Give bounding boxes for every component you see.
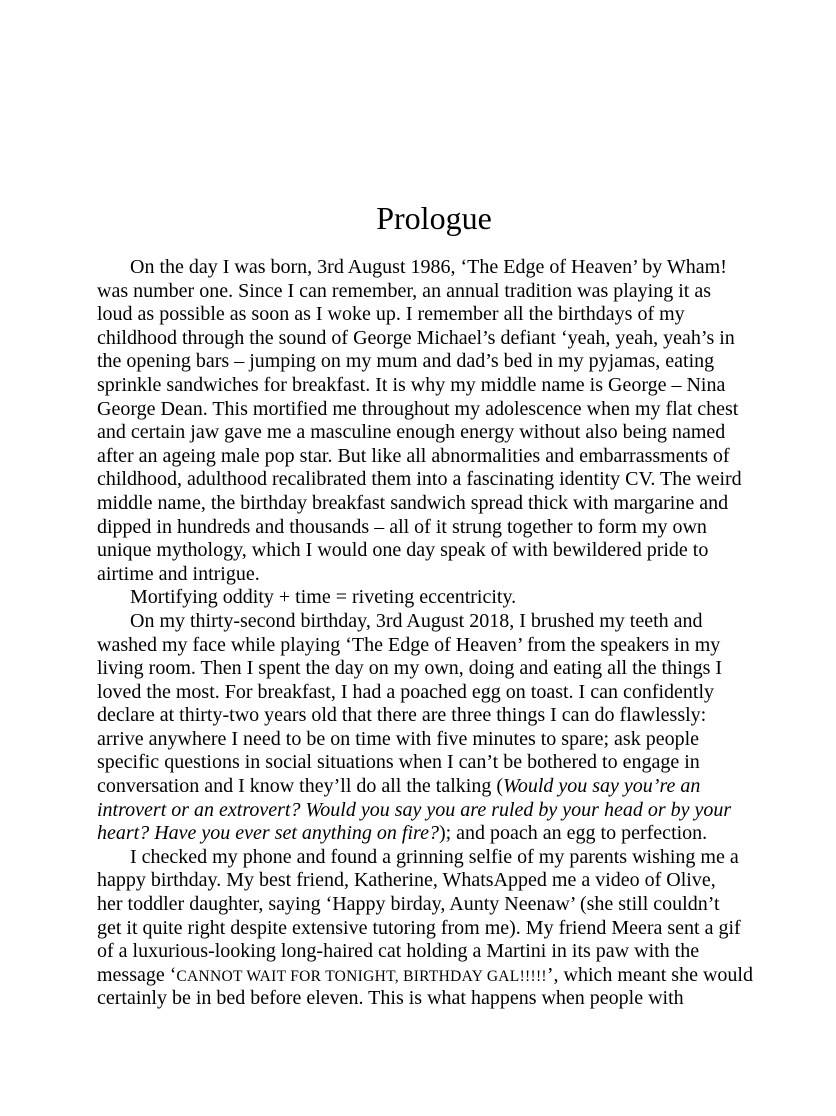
- text-segment: specific questions in social situations when I can’t be bothered to engage in: [97, 751, 700, 774]
- text-line: [97, 327, 836, 351]
- text-line: [97, 280, 836, 304]
- text-segment: get it quite right despite extensive tutoring from me). My friend Meera sent a gif: [97, 916, 741, 939]
- text-segment: childhood, adulthood recalibrated them into a fascinating identity CV. The weird: [97, 468, 742, 491]
- text-segment: CANNOT WAIT FOR TONIGHT, BIRTHDAY GAL!!!!!: [176, 967, 547, 985]
- text-line: [97, 987, 836, 1011]
- text-line: [97, 421, 836, 445]
- text-segment: her toddler daughter, saying ‘Happy birday, Aunty Neenaw’ (she still couldn’t: [97, 893, 720, 916]
- text-segment: and certain jaw gave me a masculine enough energy without also being named: [97, 421, 726, 444]
- text-segment: conversation and I know they’ll do all the talking (: [97, 775, 504, 798]
- text-line: [97, 893, 836, 917]
- text-segment: On the day I was born, 3rd August 1986, ‘The Edge of Heaven’ by Wham!: [130, 256, 727, 278]
- text-line: [97, 563, 836, 587]
- text-line: [97, 704, 836, 728]
- page-text: [97, 256, 836, 1011]
- text-segment: ’, which meant she would: [546, 963, 753, 986]
- text-line: [97, 256, 836, 280]
- text-line: [97, 303, 836, 327]
- text-segment: On my thirty-second birthday, 3rd August 2018, I brushed my teeth and: [130, 609, 703, 632]
- text-line: [97, 492, 836, 516]
- text-segment: George Dean. This mortified me throughout my adolescence when my flat chest: [97, 397, 739, 420]
- text-line: [97, 374, 836, 398]
- text-line: [97, 964, 836, 988]
- text-line: [97, 539, 836, 563]
- text-segment: washed my face while playing ‘The Edge of Heaven’ from the speakers in my: [97, 633, 721, 656]
- text-segment: loved the most. For breakfast, I had a poached egg on toast. I can confidently: [97, 680, 715, 703]
- text-line: [97, 398, 836, 422]
- text-line: [97, 846, 836, 870]
- text-segment: childhood through the sound of George Michael’s defiant ‘yeah, yeah, yeah’s in: [97, 326, 735, 349]
- text-line: [97, 681, 836, 705]
- text-segment: middle name, the birthday breakfast sandwich spread thick with margarine and: [97, 491, 729, 514]
- text-segment: I checked my phone and found a grinning selfie of my parents wishing me a: [130, 845, 739, 868]
- text-segment: declare at thirty-two years old that there are three things I can do flawlessly:: [97, 704, 707, 727]
- chapter-title: Prologue: [376, 200, 492, 236]
- text-segment: heart? Have you ever set anything on fire?: [97, 822, 439, 845]
- text-segment: introvert or an extrovert? Would you say you are ruled by your head or by your: [97, 798, 732, 821]
- text-line: [97, 728, 836, 752]
- text-segment: Mortifying oddity + time = riveting eccentricity.: [130, 586, 517, 609]
- text-segment: of a luxurious-looking long-haired cat holding a Martini in its paw with the: [97, 940, 700, 963]
- text-segment: arrive anywhere I need to be on time with five minutes to spare; ask people: [97, 727, 700, 750]
- text-line: [97, 445, 836, 469]
- text-line: [97, 822, 836, 846]
- text-segment: ); and poach an egg to perfection.: [438, 822, 708, 845]
- text-segment: dipped in hundreds and thousands – all of it strung together to form my own: [97, 515, 707, 538]
- text-segment: airtime and intrigue.: [97, 562, 260, 585]
- text-line: [97, 350, 836, 374]
- text-line: [97, 657, 836, 681]
- text-line: [97, 751, 836, 775]
- text-line: [97, 799, 836, 823]
- text-segment: sprinkle sandwiches for breakfast. It is why my middle name is George – Nina: [97, 373, 726, 396]
- text-segment: living room. Then I spent the day on my own, doing and eating all the things I: [97, 657, 723, 680]
- text-segment: certainly be in bed before eleven. This is what happens when people with: [97, 987, 684, 1010]
- text-line: [97, 610, 836, 634]
- text-segment: the opening bars – jumping on my mum and dad’s bed in my pyjamas, eating: [97, 350, 715, 373]
- text-line: [97, 586, 836, 610]
- text-segment: unique mythology, which I would one day speak of with bewildered pride to: [97, 539, 709, 562]
- text-line: [97, 516, 836, 540]
- text-segment: loud as possible as soon as I woke up. I remember all the birthdays of my: [97, 303, 685, 326]
- text-segment: happy birthday. My best friend, Katherine, WhatsApped me a video of Olive,: [97, 869, 716, 892]
- text-line: [97, 940, 836, 964]
- text-segment: after an ageing male pop star. But like all abnormalities and embarrassments of: [97, 444, 730, 467]
- text-segment: was number one. Since I can remember, an annual tradition was playing it as: [97, 279, 712, 302]
- text-line: [97, 917, 836, 941]
- text-segment: Would you say you’re an: [503, 775, 701, 798]
- text-line: [97, 869, 836, 893]
- text-segment: message ‘: [97, 963, 177, 986]
- text-line: [97, 468, 836, 492]
- text-line: [97, 634, 836, 658]
- text-line: [97, 775, 836, 799]
